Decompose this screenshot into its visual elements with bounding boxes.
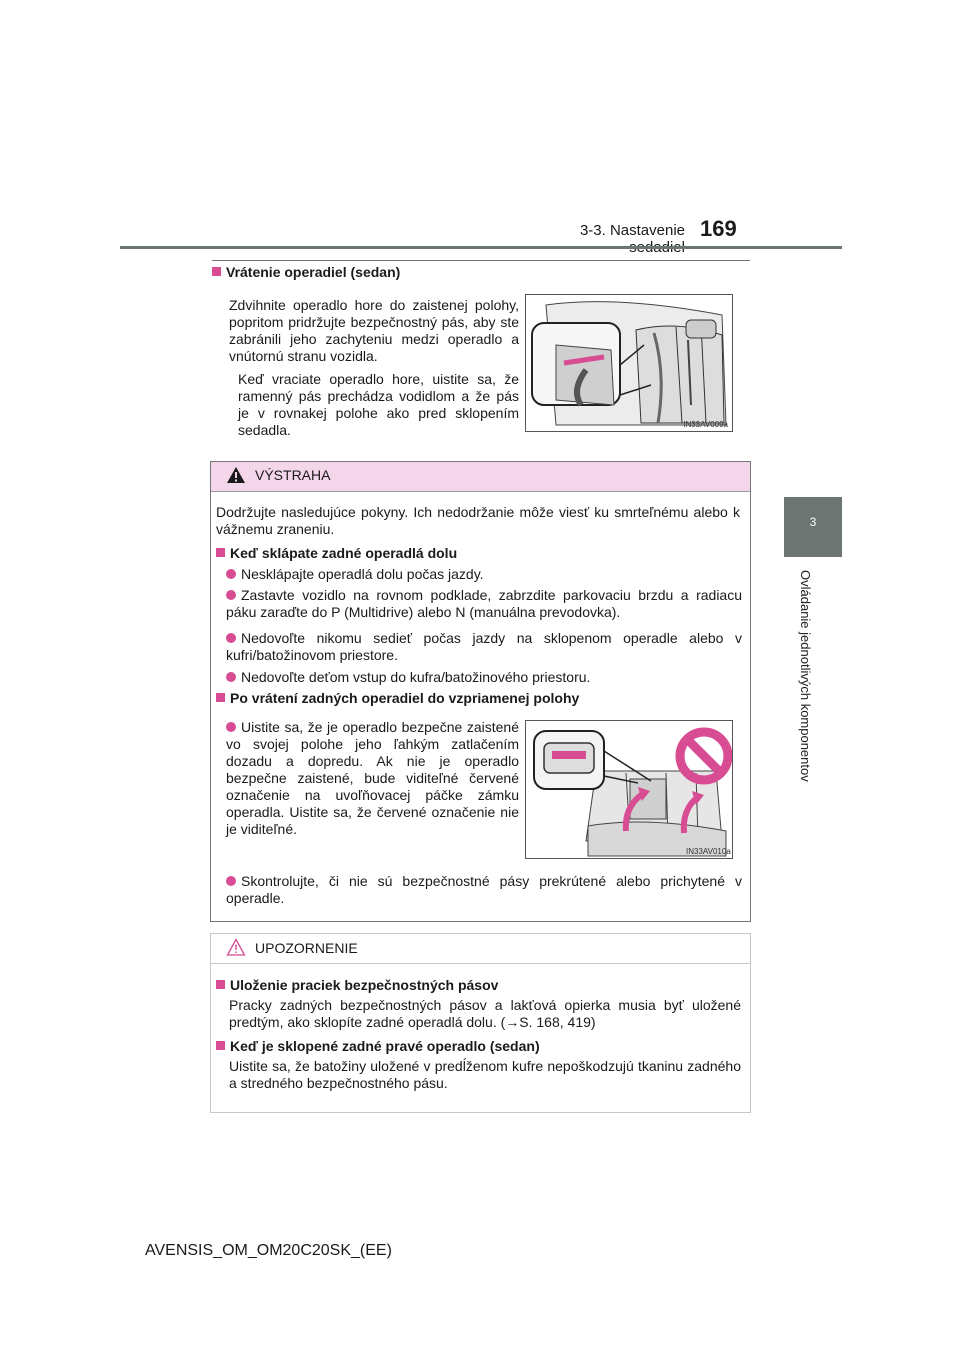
- round-bullet-icon: [226, 876, 236, 886]
- warning-group-title: [216, 545, 457, 561]
- chapter-number: 3: [809, 515, 817, 529]
- warning-item-text: Uistite sa, že je operadlo bezpečne zaistené vo svojej polohe jeho ľahkým zatlačením dozadu a dopredu. Ak nie je operadlo bezpečne zaistené, bude viditeľné červené označenie na uvoľňovacej páčke zámku operadla. Uistite sa, že červené označenie nie je viditeľné.: [226, 719, 519, 837]
- section-rule: [212, 260, 750, 261]
- section-title: [212, 264, 400, 280]
- header-rule: [120, 246, 842, 249]
- seat-lock-illustration-icon: [526, 721, 732, 858]
- round-bullet-icon: [226, 633, 236, 643]
- warning-item: [226, 630, 742, 664]
- warning-title: VÝSTRAHA: [255, 467, 331, 483]
- warning-item-text: Skontrolujte, či nie sú bezpečnostné pásy prekrútené alebo prichytené v operadle.: [226, 873, 742, 906]
- seat-illustration-icon: [526, 295, 732, 431]
- figure-code: IN33AV009a: [683, 420, 728, 429]
- square-bullet-icon: [216, 980, 225, 989]
- warning-item-text: Zastavte vozidlo na rovnom podklade, zabrzdite parkovaciu brzdu a radiacu páku zaraďte do P (Multidrive) alebo N (manuálna prevodovka).: [226, 587, 742, 620]
- warning-item: [226, 587, 742, 621]
- figure-code: IN33AV010a: [686, 847, 731, 856]
- square-bullet-icon: [216, 693, 225, 702]
- footer-doc-code: AVENSIS_OM_OM20C20SK_(EE): [145, 1242, 392, 1259]
- warning-item: [226, 873, 742, 907]
- caution-triangle-icon: [226, 938, 246, 956]
- section-note: Keď vraciate operadlo hore, uistite sa, že ramenný pás prechádza vodidlom a že pás je v rovnakej polohe ako pred sklopením sedadla.: [238, 371, 519, 438]
- seatback-belt-illustration: [525, 294, 733, 432]
- chapter-title: Ovládanie jednotlivých komponentov: [798, 570, 813, 782]
- round-bullet-icon: [226, 590, 236, 600]
- square-bullet-icon: [216, 1041, 225, 1050]
- page-number: 169: [700, 216, 737, 241]
- warning-triangle-icon: [226, 466, 246, 484]
- round-bullet-icon: [226, 722, 236, 732]
- seat-lock-illustration: [525, 720, 733, 859]
- caution-group-title: [216, 977, 498, 993]
- square-bullet-icon: [212, 267, 221, 276]
- round-bullet-icon: [226, 672, 236, 682]
- warning-item: [226, 719, 519, 838]
- warning-item: [226, 669, 742, 686]
- caution-group-title-text: Uloženie praciek bezpečnostných pásov: [230, 977, 499, 993]
- caution-group-title: [216, 1038, 540, 1054]
- running-header-section: 3-3. Nastavenie: [579, 222, 685, 239]
- caution-group-title-text: Keď je sklopené zadné pravé operadlo (sedan): [230, 1038, 540, 1054]
- chapter-side-tab: [784, 497, 842, 1172]
- section-title-text: Vrátenie operadiel (sedan): [226, 264, 401, 280]
- warning-group-title: [216, 690, 579, 706]
- warning-item: [226, 566, 742, 583]
- warning-intro: Dodržujte nasledujúce pokyny. Ich nedodržanie môže viesť ku smrteľnému alebo k vážnemu zraneniu.: [216, 504, 740, 537]
- section-paragraph: Zdvihnite operadlo hore do zaistenej polohy, popritom pridržujte bezpečnostný pás, aby ste zabránili jeho zachyteniu medzi operadlo a vnútornú stranu vozidla.: [229, 297, 519, 364]
- warning-item-text: Nedovoľte nikomu sedieť počas jazdy na sklopenom operadle alebo v kufri/batožinovom priestore.: [226, 630, 742, 663]
- warning-group-title-text: Po vrátení zadných operadiel do vzpriamenej polohy: [230, 690, 580, 706]
- square-bullet-icon: [216, 548, 225, 557]
- round-bullet-icon: [226, 569, 236, 579]
- caution-text: Uistite sa, že batožiny uložené v predĺženom kufre nepoškodzujú tkaninu zadného a stredného bezpečnostného pásu.: [229, 1058, 741, 1091]
- caution-title: UPOZORNENIE: [255, 940, 358, 956]
- caution-text: Pracky zadných bezpečnostných pásov a lakťová opierka musia byť uložené predtým, ako sklopíte zadné operadlá dolu. (→S. 168, 419): [229, 997, 741, 1030]
- warning-item-text: Nesklápajte operadlá dolu počas jazdy.: [241, 566, 484, 582]
- warning-group-title-text: Keď sklápate zadné operadlá dolu: [230, 545, 458, 561]
- warning-item-text: Nedovoľte deťom vstup do kufra/batožinového priestoru.: [241, 669, 591, 685]
